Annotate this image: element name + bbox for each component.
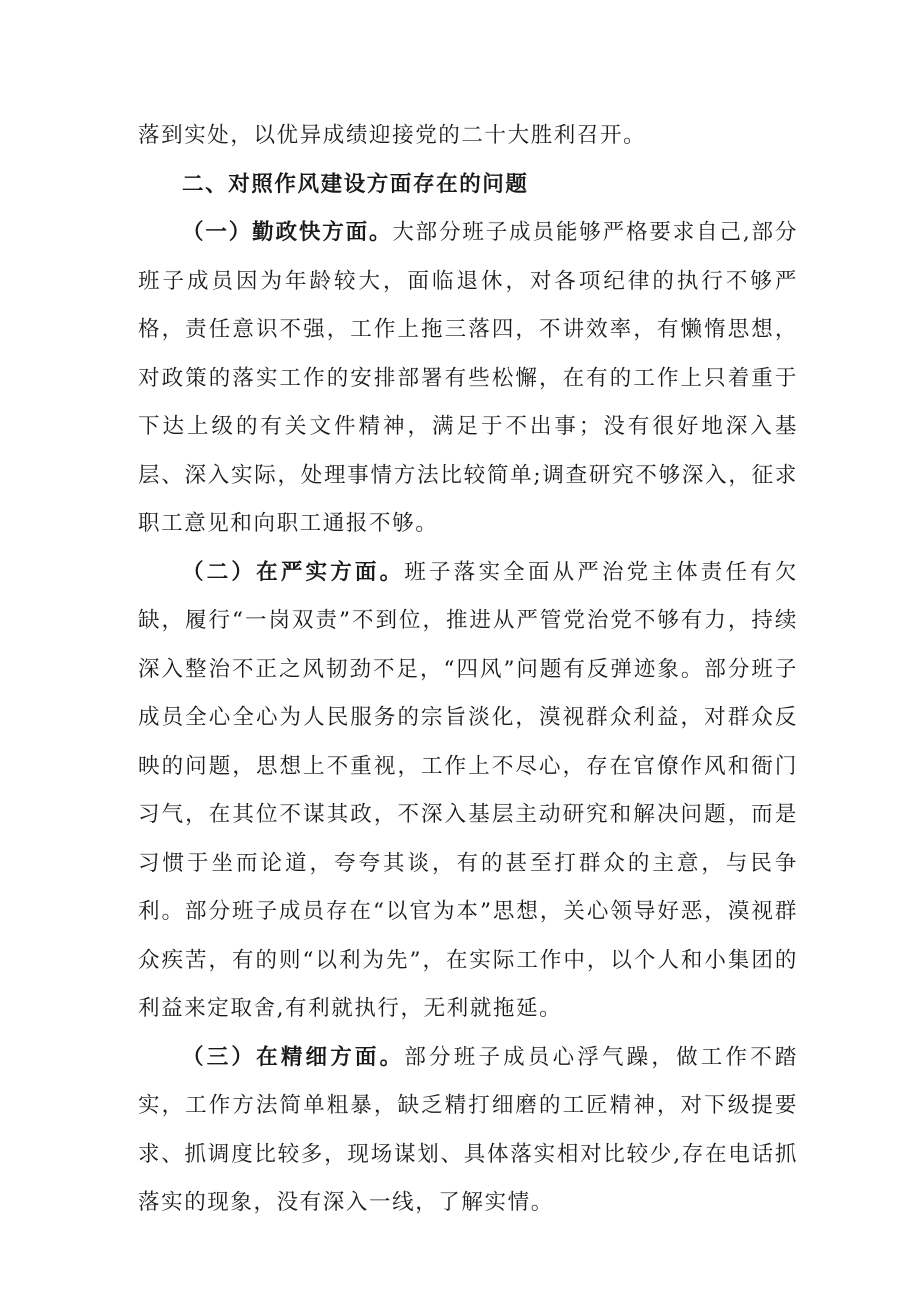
item-paragraph-3 [138,1034,798,1228]
item-lead-2: （二）在严实方面。 [182,559,405,585]
section-heading: 二、对照作风建设方面存在的问题 [182,171,529,197]
item-body-2: 班子落实全面从严治党主体责任有欠缺，履行“一岗双责”不到位，推进从严管党治党不够有力，持续深入整治不正之风韧劲不足，“四风”问题有反弹迹象。部分班子成员全心全心为人民服务的宗旨淡化，漠视群众利益，对群众反映的问题，思想上不重视，工作上不尽心，存在官僚作风和衙门习气，在其位不谋其政，不深入基层主动研究和解决问题，而是习惯于坐而论道，夸夸其谈，有的甚至打群众的主意，与民争利。部分班子成员存在“以官为本”思想，关心领导好恶，漠视群众疾苦，有的则“以利为先”，在实际工作中，以个人和小集团的利益来定取舍,有利就执行，无利就拖延。 [138,559,798,1021]
item-paragraph-1 [138,209,798,549]
item-lead-1: （一）勤政快方面。 [182,220,393,245]
item-body-3: 部分班子成员心浮气躁，做工作不踏实，工作方法简单粗暴，缺乏精打细磨的工匠精神，对下级提要求、抓调度比较多，现场谋划、具体落实相对比较少,存在电话抓落实的现象，没有深入一线，了解实情。 [138,1044,798,1215]
item-paragraph-2 [138,549,798,1034]
item-lead-3: （三）在精细方面。 [182,1044,405,1070]
document-page [138,112,798,1228]
item-body-1: 大部分班子成员能够严格要求自己,部分班子成员因为年龄较大，面临退休，对各项纪律的执行不够严格，责任意识不强，工作上拖三落四，不讲效率，有懒惰思想，对政策的落实工作的安排部署有些松懈，在有的工作上只着重于下达上级的有关文件精神，满足于不出事；没有很好地深入基层、深入实际，处理事情方法比较简单;调查研究不够深入，征求职工意见和向职工通报不够。 [138,220,798,536]
intro-continuation: 落到实处，以优异成绩迎接党的二十大胜利召开。 [138,123,647,148]
